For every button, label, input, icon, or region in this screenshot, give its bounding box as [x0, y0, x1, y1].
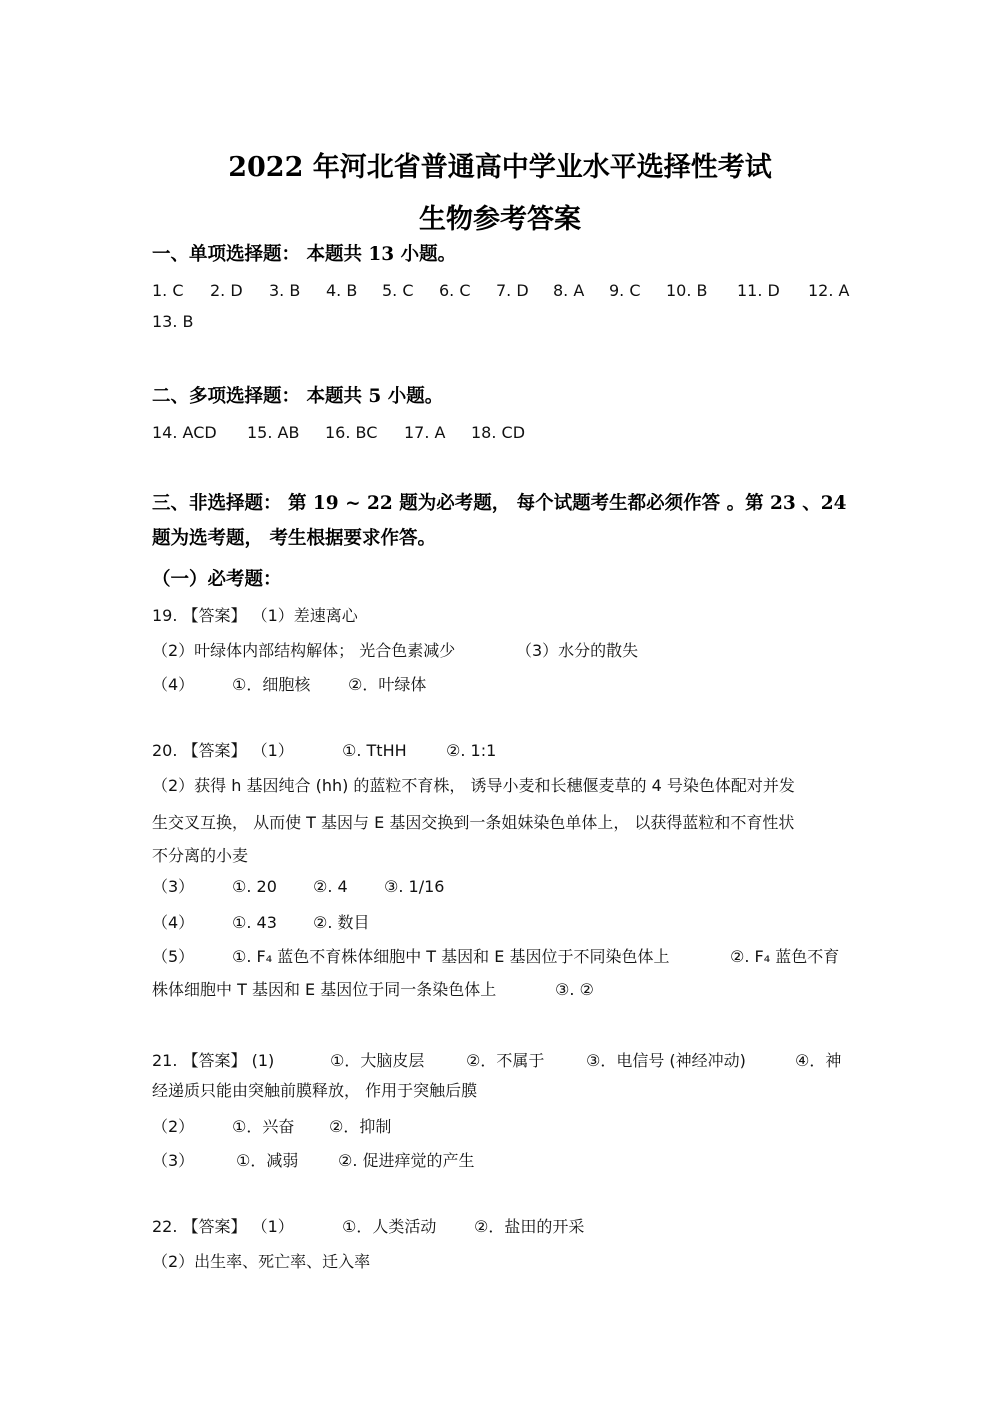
q21-line2: 经递质只能由突触前膜释放， 作用于突触后膜	[152, 1081, 478, 1100]
q20-line7c: ②. F₄ 蓝色不育	[730, 947, 840, 966]
q19-line1: 19. 【答案】 （1）差速离心	[152, 606, 358, 625]
answer-1: 1. C	[152, 281, 184, 300]
answer-14: 14. ACD	[152, 423, 217, 442]
q21-line1d: ③．电信号 (神经冲动)	[586, 1051, 746, 1070]
q20-line6c: ②. 数目	[313, 913, 370, 932]
answer-18: 18. CD	[471, 423, 526, 442]
q20-line5c: ②. 4	[313, 877, 348, 896]
q19-line3b: ①．细胞核	[232, 675, 311, 694]
document-title: 2022 年河北省普通高中学业水平选择性考试	[228, 152, 772, 183]
answer-7: 7. D	[496, 281, 529, 300]
answer-8: 8. A	[553, 281, 585, 300]
q20-line7a: （5）	[152, 947, 195, 966]
answer-4: 4. B	[326, 281, 358, 300]
answer-15: 15. AB	[247, 423, 300, 442]
q20-line6b: ①. 43	[232, 913, 277, 932]
q20-line8b: ③. ②	[555, 980, 594, 999]
q19-line3a: （4）	[152, 675, 195, 694]
answer-3: 3. B	[269, 281, 301, 300]
q22-line1a: 22. 【答案】 （1）	[152, 1217, 294, 1236]
q20-line8a: 株体细胞中 T 基因和 E 基因位于同一条染色体上	[152, 980, 497, 999]
answer-13: 13. B	[152, 312, 194, 331]
q19-line2b: （3）水分的散失	[516, 641, 639, 660]
document-subtitle: 生物参考答案	[419, 204, 581, 235]
q21-line3b: ①．兴奋	[232, 1117, 295, 1136]
answer-10: 10. B	[666, 281, 708, 300]
section3-heading-line1: 三、非选择题： 第 19 ~ 22 题为必考题， 每个试题考生都必须作答 。第 23 、24	[152, 493, 847, 514]
q19-line2a: （2）叶绿体内部结构解体； 光合色素减少	[152, 641, 456, 660]
q20-line7b: ①. F₄ 蓝色不育株体细胞中 T 基因和 E 基因位于不同染色体上	[232, 947, 670, 966]
answer-11: 11. D	[737, 281, 780, 300]
q21-line1b: ①．大脑皮层	[330, 1051, 425, 1070]
q20-line5a: （3）	[152, 877, 195, 896]
section3-heading-line2: 题为选考题， 考生根据要求作答。	[152, 528, 436, 549]
q20-line4: 不分离的小麦	[152, 846, 249, 865]
q20-line6a: （4）	[152, 913, 195, 932]
q20-line5b: ①. 20	[232, 877, 277, 896]
q21-line4c: ②. 促进痒觉的产生	[338, 1151, 475, 1170]
answer-5: 5. C	[382, 281, 414, 300]
q21-line3c: ②．抑制	[329, 1117, 392, 1136]
q21-line4a: （3）	[152, 1151, 195, 1170]
answer-16: 16. BC	[325, 423, 378, 442]
q19-line3c: ②．叶绿体	[348, 675, 427, 694]
q20-line5d: ③. 1/16	[384, 877, 445, 896]
section1-heading: 一、单项选择题： 本题共 13 小题。	[152, 244, 457, 265]
answer-2: 2. D	[210, 281, 243, 300]
q20-line1b: ①. TtHH	[342, 741, 407, 760]
q20-line3: 生交叉互换， 从而使 T 基因与 E 基因交换到一条姐妹染色单体上， 以获得蓝粒和不育性状	[152, 813, 795, 832]
q20-line1c: ②. 1:1	[446, 741, 497, 760]
section2-heading: 二、多项选择题： 本题共 5 小题。	[152, 386, 444, 407]
answer-9: 9. C	[609, 281, 641, 300]
q20-line1a: 20. 【答案】 （1）	[152, 741, 294, 760]
q21-line1e: ④．神	[795, 1051, 842, 1070]
q21-line1a: 21. 【答案】 (1)	[152, 1051, 275, 1070]
section3-subheading: （一）必考题：	[152, 569, 282, 590]
q21-line1c: ②．不属于	[466, 1051, 545, 1070]
q22-line1b: ①．人类活动	[342, 1217, 437, 1236]
answer-17: 17. A	[404, 423, 446, 442]
answer-12: 12. A	[808, 281, 850, 300]
q22-line2: （2）出生率、死亡率、迁入率	[152, 1252, 371, 1271]
answer-6: 6. C	[439, 281, 471, 300]
q22-line1c: ②．盐田的开采	[474, 1217, 585, 1236]
q21-line4b: ①．减弱	[236, 1151, 299, 1170]
q21-line3a: （2）	[152, 1117, 195, 1136]
q20-line2: （2）获得 h 基因纯合 (hh) 的蓝粒不育株， 诱导小麦和长穗偃麦草的 4 号染色体配对并发	[152, 776, 795, 795]
